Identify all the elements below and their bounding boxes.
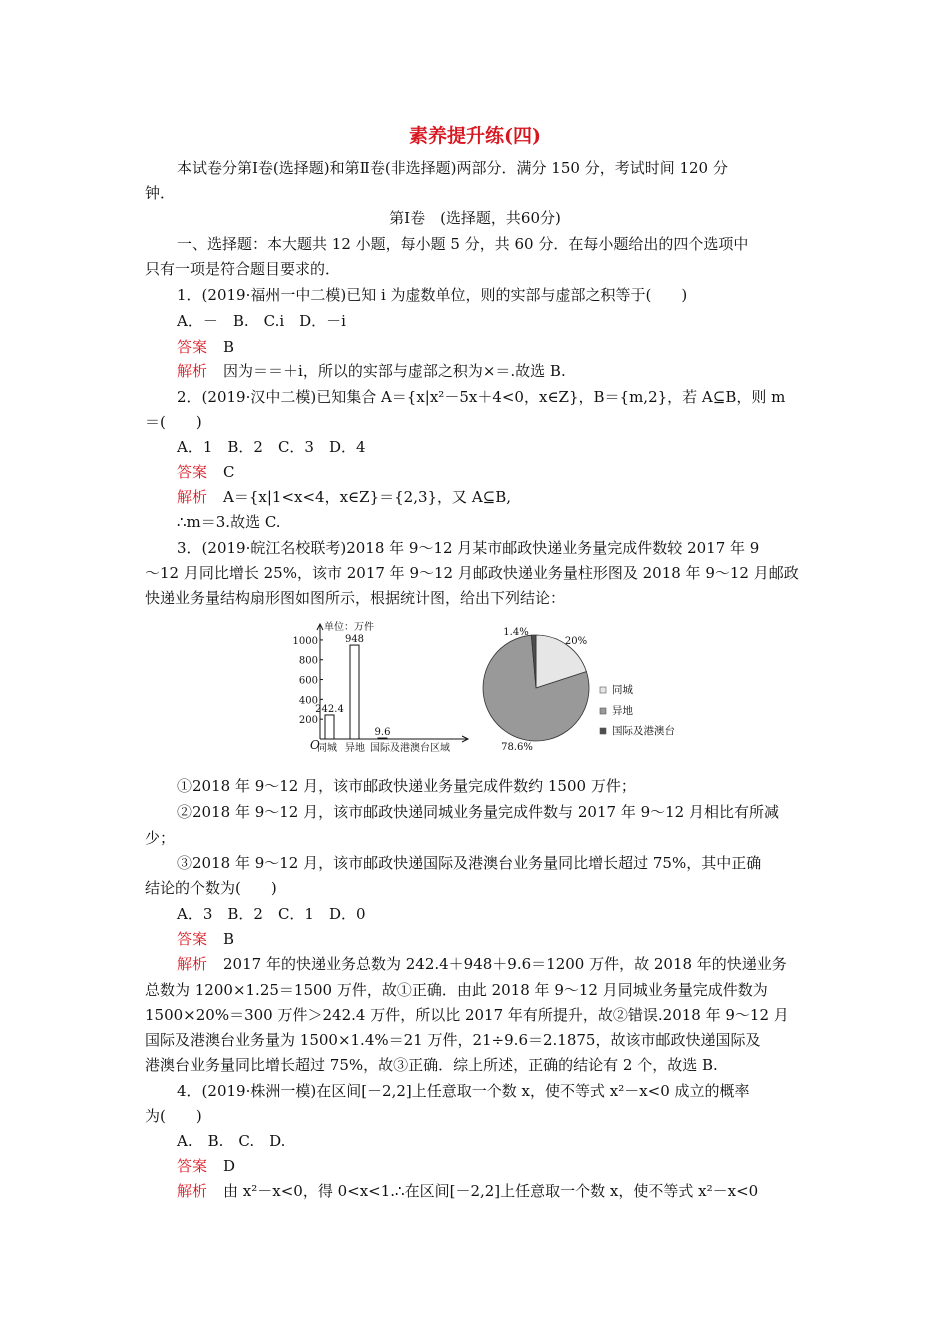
q1-stem: 1．(2019·福州一中二模)已知 i 为虚数单位，则的实部与虚部之积等于( ) [177,286,688,304]
q1-answer-line [177,337,234,357]
q2-analysis-2: ∴m＝3.故选 C. [177,513,281,531]
q2-options: A．1 B．2 C．3 D．4 [177,438,366,456]
bar-value-label: 948 [344,634,365,646]
answer-label: 答案 [177,930,208,948]
instructions-line-2: 只有一项是符合题目要求的． [145,260,341,278]
q1-answer: B [223,338,235,356]
q3-options: A．3 B．2 C．1 D．0 [177,905,366,923]
q3-analysis-2: 总数为 1200×1.25＝1500 万件，故①正确．由此 2018 年 9～12 月同城业务量完成件数为 [145,981,768,999]
instructions-line-1: 一、选择题：本大题共 12 小题，每小题 5 分，共 60 分．在每小题给出的四个选项中 [177,235,749,253]
q4-stem-1: 4．(2019·株洲一模)在区间[－2,2]上任意取一个数 x，使不等式 x²－x<0 成立的概率 [177,1082,750,1100]
pie-value-label: 20% [564,636,588,647]
analysis-label: 解析 [177,488,208,506]
q4-analysis: 由 x²－x<0，得 0<x<1.∴在区间[－2,2]上任意取一个数 x，使不等式 x²－x<0 [223,1182,759,1200]
q1-analysis-line [177,361,566,381]
legend-label: 异地 [612,705,633,717]
q3-conclusion-3b: 结论的个数为( ) [145,879,277,897]
bar-value-label: 9.6 [374,727,391,739]
bar [350,645,359,739]
q3-analysis-5: 港澳台业务量同比增长超过 75%，故③正确．综上所述，正确的结论有 2 个，故选 B. [145,1056,718,1074]
q2-answer-line [177,462,235,482]
q3-stem-3: 快递业务量结构扇形图如图所示，根据统计图，给出下列结论： [145,589,566,607]
q3-answer: B [223,930,235,948]
legend-swatch [600,728,606,734]
bar-y-tick-label: 1000 [292,635,318,647]
q2-answer: C [223,463,235,481]
q4-stem-2: 为( ) [145,1107,202,1125]
q3-figure [292,618,738,763]
answer-label: 答案 [177,338,208,356]
bar-category-label: 同城 [317,743,337,754]
q2-stem-1: 2．(2019·汉中二模)已知集合 A＝{x|x²－5x＋4<0，x∈Z}，B＝{m,2}，若 A⊆B，则 m [177,388,786,406]
q3-charts-svg [292,618,738,763]
answer-label: 答案 [177,1157,208,1175]
legend-swatch [600,687,606,693]
legend-label: 国际及港澳台 [612,725,675,737]
q4-answer: D [223,1157,236,1175]
analysis-label: 解析 [177,1182,208,1200]
bar-category-label: 异地 [345,743,365,754]
q4-analysis-line [177,1181,758,1201]
q3-answer-line [177,929,234,949]
q3-conclusion-3a: ③2018 年 9～12 月，该市邮政快递国际及港澳台业务量同比增长超过 75%，其中正确 [177,854,762,872]
q3-analysis-4: 国际及港澳台业务量为 1500×1.4%＝21 万件，21÷9.6＝2.1875，故该市邮政快递国际及 [145,1031,761,1049]
q4-answer-line [177,1156,235,1176]
pie-value-label: 78.6% [501,742,533,753]
bar-y-tick-label: 400 [298,695,318,707]
bar-unit-label: 单位：万件 [324,622,374,633]
q3-analysis-line [177,954,787,974]
section-title: 第Ⅰ卷 (选择题，共60分) [389,209,561,227]
bar-y-tick-label: 800 [298,655,318,667]
q3-analysis-1: 2017 年的快递业务总数为 242.4＋948＋9.6＝1200 万件，故 2018 年的快递业务 [223,955,787,973]
q2-analysis-line [177,487,511,507]
q3-conclusion-2a: ②2018 年 9～12 月，该市邮政快递同城业务量完成件数与 2017 年 9～12 月相比有所减 [177,803,779,821]
legend-label: 同城 [612,684,633,696]
intro-line-1: 本试卷分第Ⅰ卷(选择题)和第Ⅱ卷(非选择题)两部分．满分 150 分，考试时间 120 分 [177,159,728,177]
q3-conclusion-1: ①2018 年 9～12 月，该市邮政快递业务量完成件数约 1500 万件； [177,777,636,795]
bar-y-tick-label: 600 [298,675,318,687]
bar [325,715,334,739]
q3-analysis-3: 1500×20%＝300 万件＞242.4 万件，所以比 2017 年有所提升，故②错误.2018 年 9～12 月 [145,1006,789,1024]
q2-stem-2: ＝( ) [145,413,202,431]
pie-value-label: 1.4% [503,627,529,638]
intro-line-2: 钟． [145,184,176,202]
q1-analysis: 因为＝＝＋i，所以的实部与虚部之积为×＝.故选 B. [223,362,566,380]
q1-options: A．－ B. C.i D．－i [177,312,346,330]
q2-analysis-1: A＝{x|1<x<4，x∈Z}＝{2,3}，又 A⊆B, [223,488,512,506]
bar-y-tick-label: 200 [298,715,318,727]
bar [378,738,387,739]
analysis-label: 解析 [177,955,208,973]
analysis-label: 解析 [177,362,208,380]
q3-stem-1: 3．(2019·皖江名校联考)2018 年 9～12 月某市邮政快递业务量完成件数较 2017 年 9 [177,539,760,557]
bar-category-label: 国际及港澳台区域 [370,743,450,754]
bar-origin-label: O [310,738,320,752]
legend-swatch [600,708,606,714]
answer-label: 答案 [177,463,208,481]
bar-value-label: 242.4 [315,703,344,715]
bar-chart [293,620,468,754]
page-title: 素养提升练(四) [409,125,541,147]
q4-options: A. B. C. D. [177,1132,286,1150]
q3-stem-2: ～12 月同比增长 25%，该市 2017 年 9～12 月邮政快递业务量柱形图及 2018 年 9～12 月邮政 [145,564,799,582]
pie-chart [483,627,675,753]
q3-conclusion-2b: 少； [145,829,176,847]
